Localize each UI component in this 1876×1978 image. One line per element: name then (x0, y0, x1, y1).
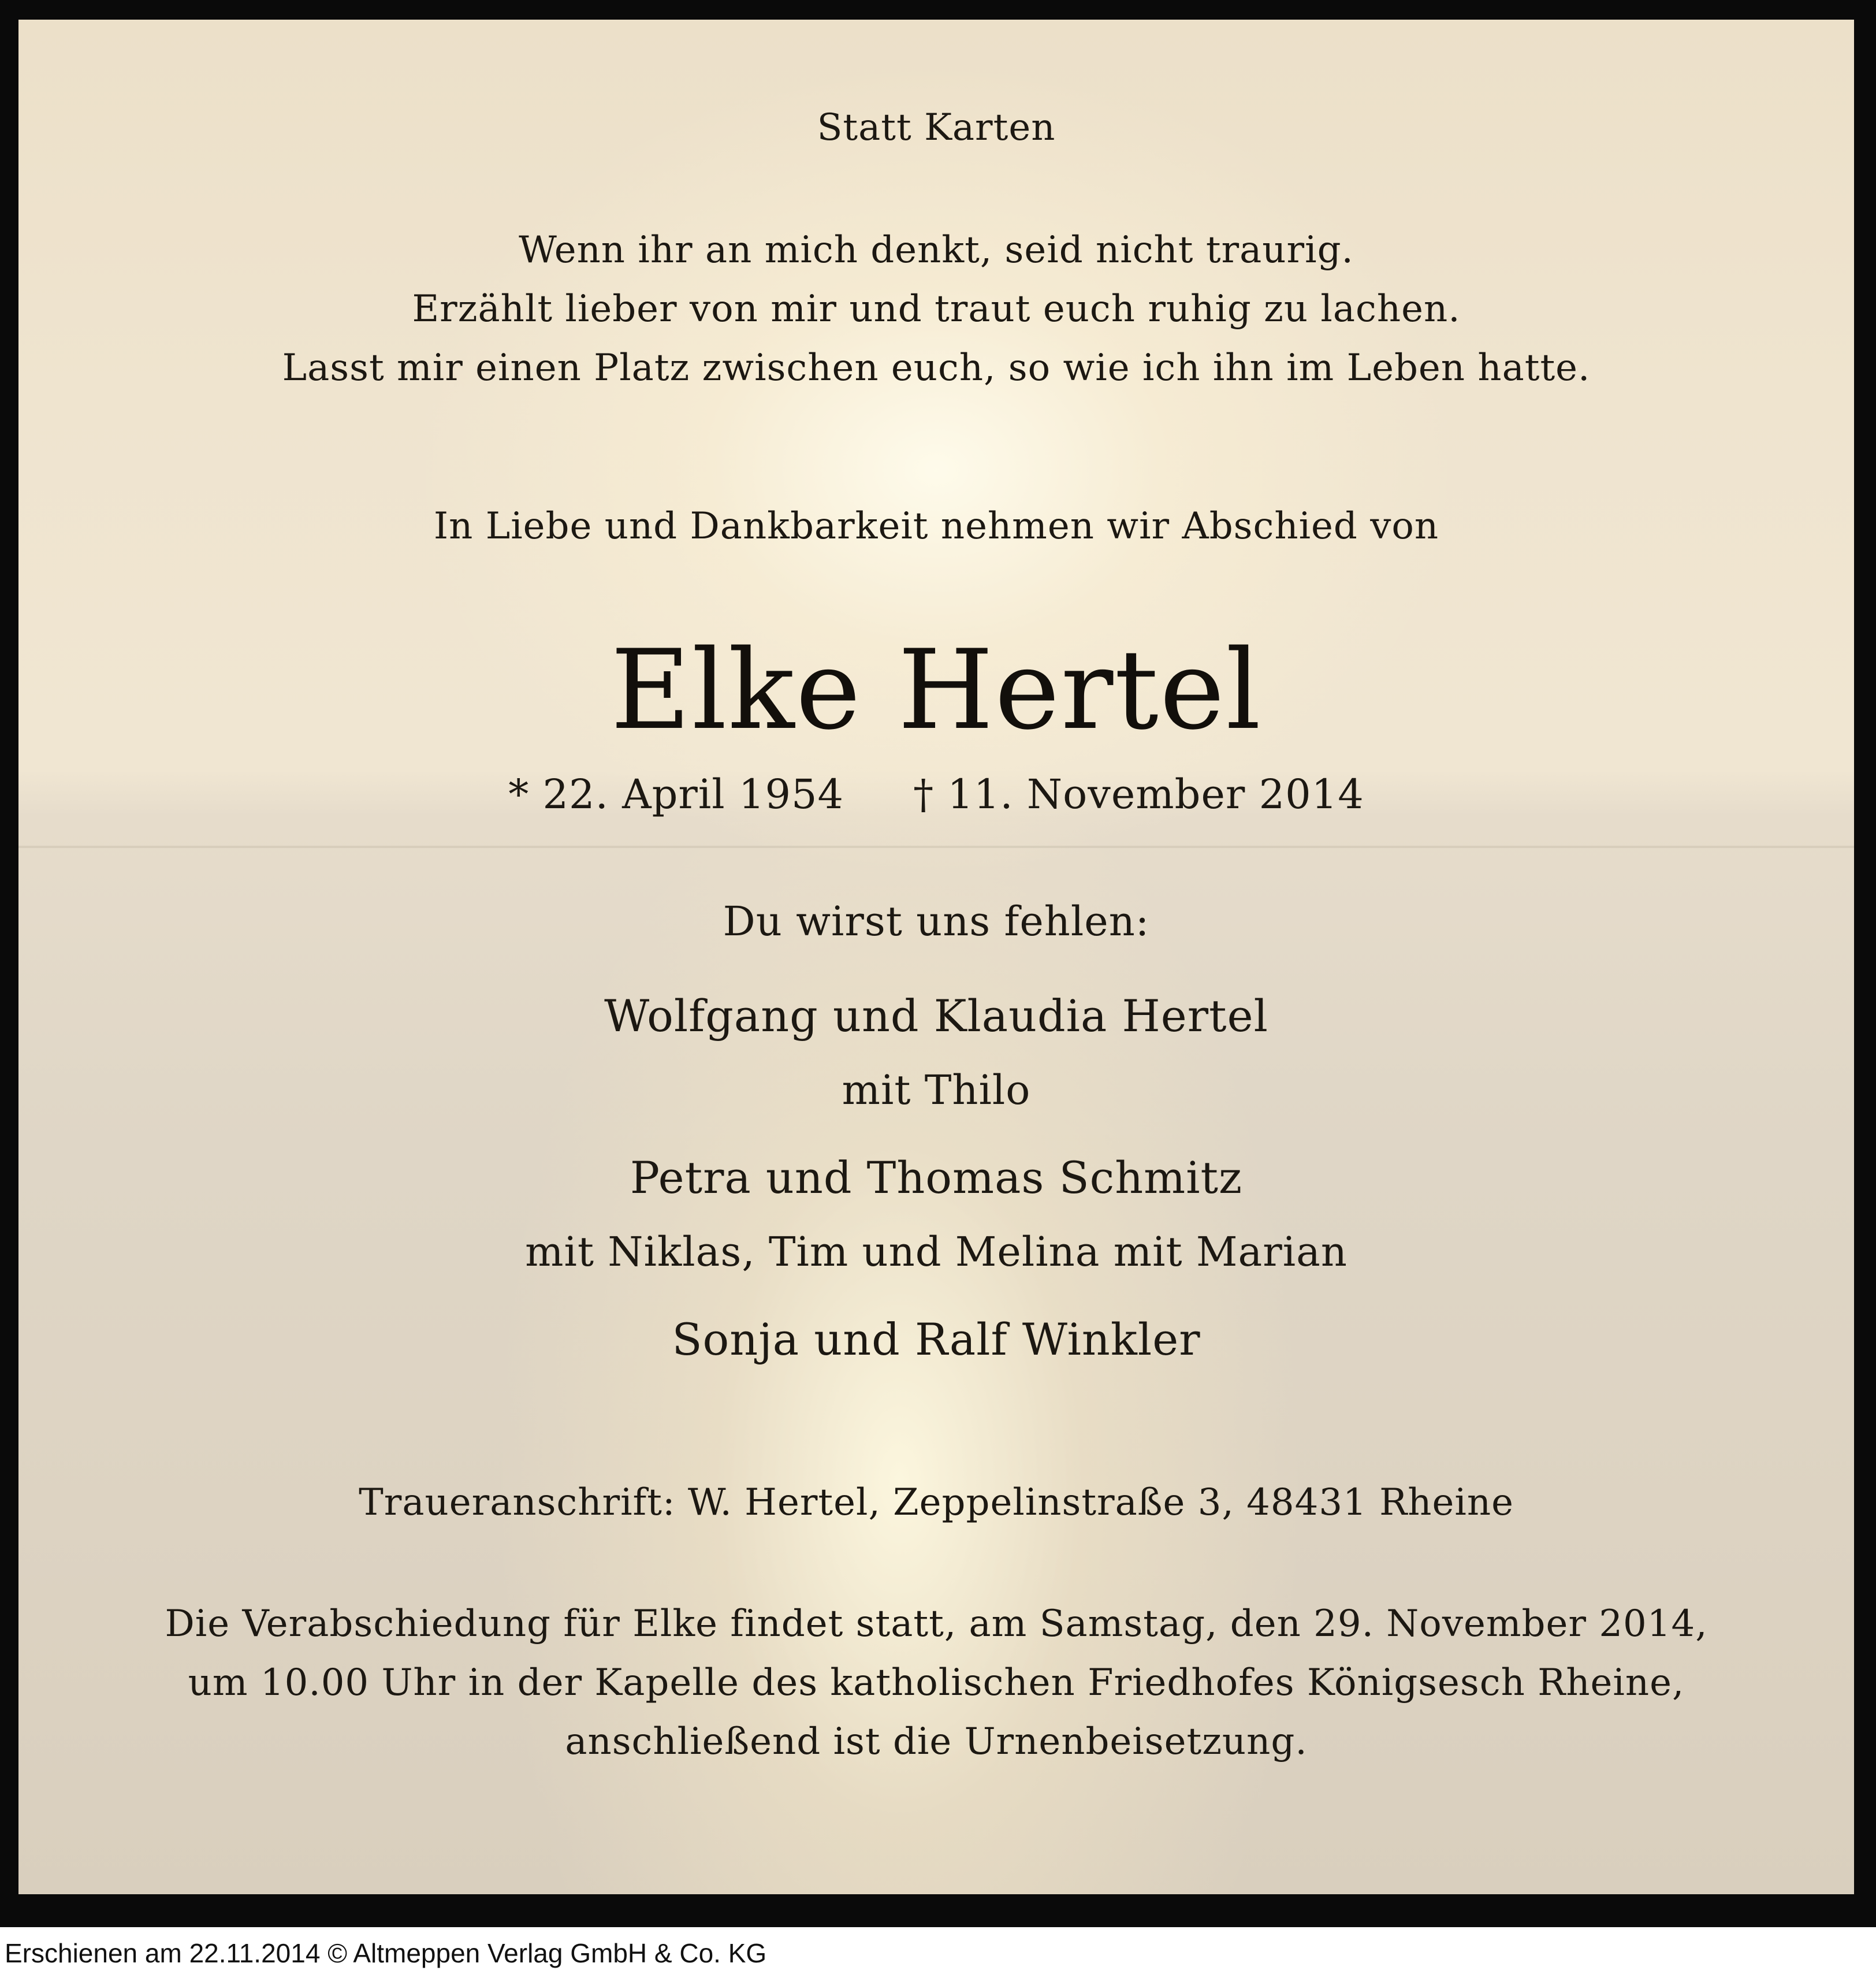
mourning-address: Traueranschrift: W. Hertel, Zeppelinstraße 3, 48431 Rheine (359, 1481, 1514, 1524)
poem-line-3: Lasst mir einen Platz zwischen euch, so wie ich ihn im Leben hatte. (282, 347, 1591, 389)
mourner-with-2: mit Niklas, Tim und Melina mit Marian (525, 1228, 1348, 1276)
sea-horizon (18, 846, 1854, 848)
poem-line-1: Wenn ihr an mich denkt, seid nicht traurig. (519, 229, 1354, 272)
birth-date: * 22. April 1954 (508, 771, 844, 818)
ceremony-line-3: anschließend ist die Urnenbeisetzung. (565, 1720, 1308, 1763)
ceremony-line-1: Die Verabschiedung für Elke findet statt, am Samstag, den 29. November 2014, (165, 1603, 1708, 1645)
death-date: † 11. November 2014 (913, 771, 1364, 818)
header-statt-karten: Statt Karten (817, 106, 1056, 149)
mourner-names-3: Sonja und Ralf Winkler (672, 1314, 1201, 1365)
ceremony-line-2: um 10.00 Uhr in der Kapelle des katholischen Friedhofes Königsesch Rheine, (188, 1661, 1685, 1704)
deceased-name: Elke Hertel (611, 626, 1262, 754)
miss-line: Du wirst uns fehlen: (723, 898, 1150, 945)
poem-line-2: Erzählt lieber von mir und traut euch ruhig zu lachen. (412, 288, 1461, 330)
farewell-intro: In Liebe und Dankbarkeit nehmen wir Abschied von (433, 505, 1439, 548)
obituary-card (18, 20, 1854, 1894)
life-dates (18, 771, 1854, 818)
mourner-names-1: Wolfgang und Klaudia Hertel (604, 990, 1268, 1042)
mourner-with-1: mit Thilo (842, 1066, 1031, 1114)
publication-footer: Erschienen am 22.11.2014 © Altmeppen Verlag GmbH & Co. KG (5, 1938, 767, 1968)
mourner-names-2: Petra und Thomas Schmitz (630, 1152, 1243, 1203)
